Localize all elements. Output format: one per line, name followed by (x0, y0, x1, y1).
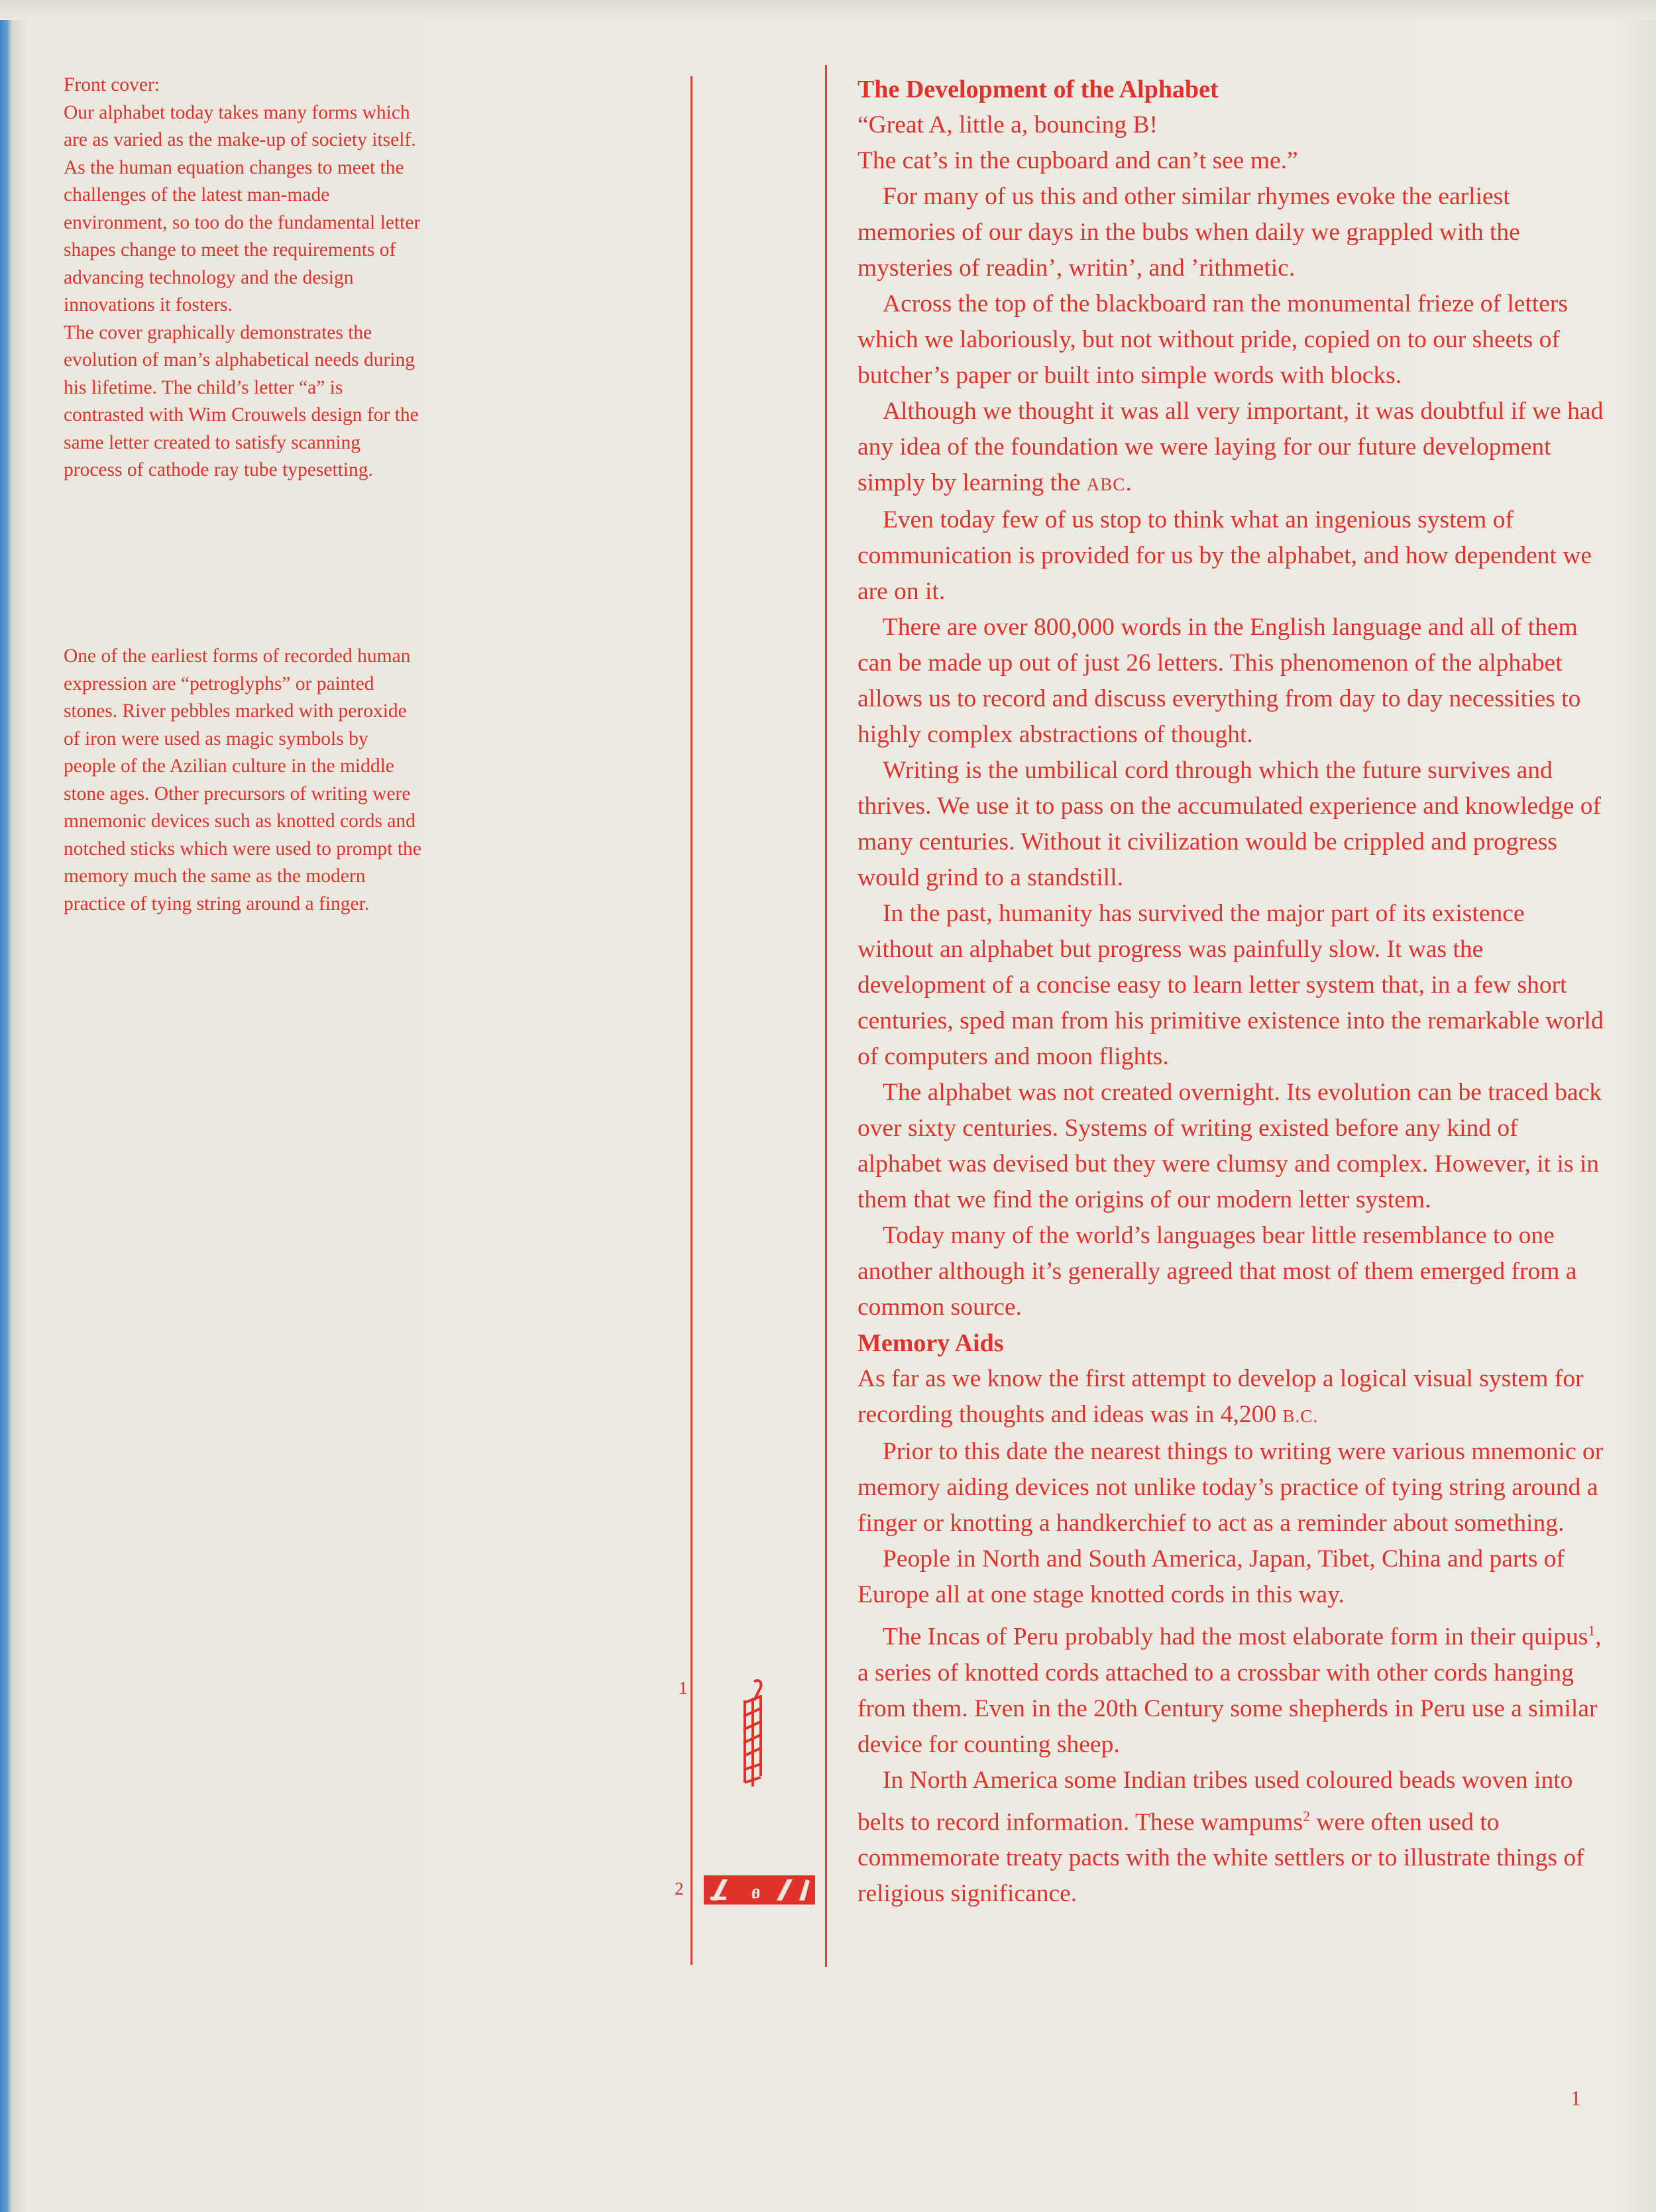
paragraph (857, 394, 1606, 502)
paragraph-text: , a series of knotted cords attached to a crossbar with other cords hanging from them. Even in the 20th Century some shepherds in Peru use a similar device for counting sheep. (857, 1623, 1602, 1758)
bc-smallcaps: B.C. (1282, 1406, 1319, 1426)
paragraph (857, 1613, 1606, 1763)
paragraph: In the past, humanity has survived the major part of its existence without an alphabet but progress was painfully slow. It was the development of a concise easy to learn letter system that, in a few short centuries, sped man from his primitive existence into the remarkable world of computers and moon flights. (857, 900, 1604, 1070)
column-rule-right (825, 65, 827, 1967)
cover-note-text: Our alphabet today takes many forms which are as varied as the make-up of society itself. As the human equation changes to meet the challenges of the latest man-made environment, so too do the fundamental letter shapes change to meet the requirements of advancing technology and the design innovations it fosters. (64, 101, 421, 315)
paragraph: Across the top of the blackboard ran the monumental frieze of letters which we laboriously, but not without pride, copied on to our sheets of butcher’s paper or built into simple words with blocks. (857, 290, 1568, 389)
svg-text:ፀ: ፀ (751, 1883, 760, 1902)
footnote-ref: 1 (1588, 1622, 1596, 1639)
petroglyph-note (64, 643, 421, 918)
wampum-belt-icon (702, 1874, 816, 1906)
page-number: 1 (1571, 2086, 1581, 2110)
column-rule-left (690, 76, 692, 1965)
rhyme-line-1: “Great A, little a, bouncing B! (857, 111, 1158, 138)
figure-1-number: 1 (679, 1678, 688, 1698)
paragraph (857, 1361, 1606, 1434)
cover-note-heading: Front cover: (64, 74, 160, 95)
paragraph-text: Although we thought it was all very important, it was doubtful if we had any idea of the foundation we were laying for our future development simply by learning the (857, 398, 1604, 496)
paragraph: The alphabet was not created overnight. Its evolution can be traced back over sixty centuries. Systems of writing existed before any kind of alphabet was devised but they were clumsy and complex. However, it is in them that we find the origins of our modern letter system. (857, 1079, 1602, 1213)
quipu-icon (734, 1677, 769, 1796)
paragraph-end: . (1125, 469, 1132, 496)
paragraph: There are over 800,000 words in the English language and all of them can be made up out of just 26 letters. This phenomenon of the alphabet allows us to record and discuss everything from day to day necessities to highly complex abstractions of thought. (857, 614, 1581, 748)
article-column (857, 72, 1606, 1912)
paragraph-text: As far as we know the first attempt to develop a logical visual system for recording thoughts and ideas was in 4,200 (857, 1365, 1584, 1428)
paragraph: People in North and South America, Japan, Tibet, China and parts of Europe all at one stage knotted cords in this way. (857, 1545, 1565, 1608)
rhyme-line-2: The cat’s in the cupboard and can’t see me.” (857, 147, 1298, 174)
figure-2-number: 2 (675, 1879, 684, 1899)
cover-note (64, 72, 421, 484)
petroglyph-note-text: One of the earliest forms of recorded human expression are “petroglyphs” or painted stones. River pebbles marked with peroxide of iron were used as magic symbols by people of the Azilian culture in the middle stone ages. Other precursors of writing were mnemonic devices such as knotted cords and notched sticks which were used to prompt the memory much the same as the modern practice of tying string around a finger. (64, 645, 421, 914)
paragraph: Prior to this date the nearest things to writing were various mnemonic or memory aiding devices not unlike today’s practice of tying string around a finger or knotting a handkerchief to act as a reminder about something. (857, 1438, 1604, 1537)
paragraph: For many of us this and other similar rhymes evoke the earliest memories of our days in the bubs when daily we grappled with the mysteries of readin’, writin’, and ’rithmetic. (857, 183, 1520, 282)
paragraph (857, 1763, 1606, 1912)
paper-top-edge (0, 0, 1656, 20)
paragraph-text: The Incas of Peru probably had the most elaborate form in their quipus (883, 1623, 1588, 1651)
article-title: The Development of the Alphabet (857, 76, 1219, 103)
paragraph-text: were often used to commemorate treaty pacts with the white settlers or to illustrate things of religious significance. (857, 1808, 1584, 1907)
paragraph: Today many of the world’s languages bear little resemblance to one another although it’s generally agreed that most of them emerged from a common source. (857, 1222, 1577, 1321)
cover-note-text-2: The cover graphically demonstrates the evolution of man’s alphabetical needs during his lifetime. The child’s letter “a” is contrasted with Wim Crouwels design for the same letter created to satisfy scanning process of cathode ray tube typesetting. (64, 321, 419, 480)
paragraph: Writing is the umbilical cord through which the future survives and thrives. We use it to pass on the accumulated experience and knowledge of many centuries. Without it civilization would be crippled and progress would grind to a standstill. (857, 757, 1601, 891)
section-heading: Memory Aids (857, 1329, 1004, 1357)
paragraph-text: In North America some Indian tribes used coloured beads woven into belts to record information. These wampums (857, 1766, 1573, 1836)
abc-smallcaps: ABC (1086, 474, 1126, 494)
paragraph: Even today few of us stop to think what an ingenious system of communication is provided for us by the alphabet, and how dependent we are on it. (857, 506, 1592, 605)
footnote-ref: 2 (1303, 1807, 1311, 1824)
